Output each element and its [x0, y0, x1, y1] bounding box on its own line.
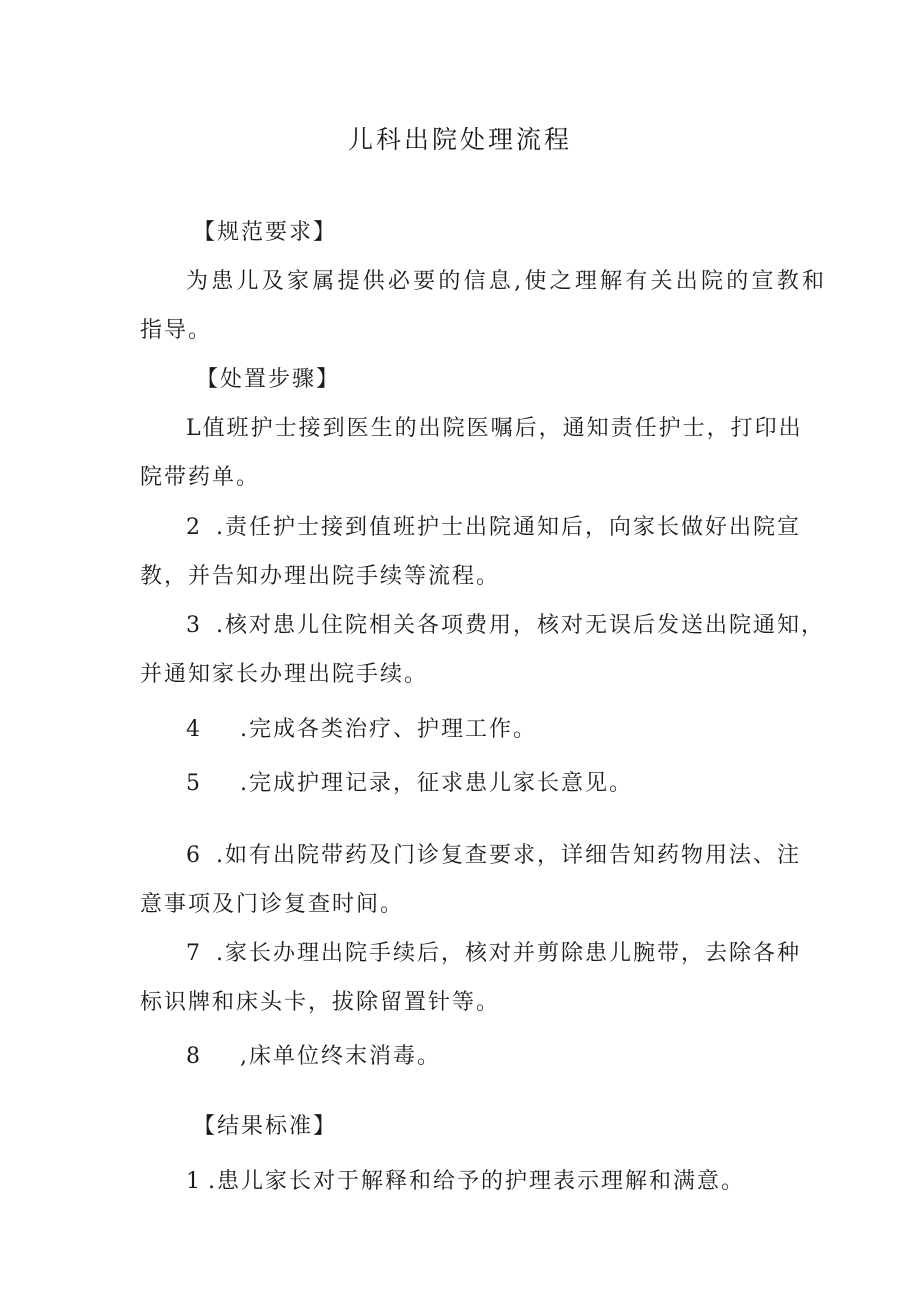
step-3-line-2: 并通知家长办理出院手续。: [140, 662, 429, 687]
step-7-text: .家长办理出院手续后，核对并剪除患儿腕带，去除各种: [216, 941, 801, 966]
step-7-line-1: [186, 940, 801, 968]
result-1-line: [186, 1168, 745, 1196]
step-6-line-1: [186, 842, 801, 870]
requirements-line-1: 为患儿及家属提供必要的信息,使之理解有关出院的宣教和: [186, 269, 826, 294]
step-2-line-1: [186, 514, 801, 542]
step-6-text: .如有出院带药及门诊复查要求，详细告知药物用法、注: [216, 843, 801, 868]
step-8-text: ,床单位终末消毒。: [240, 1044, 441, 1069]
step-8-line: [186, 1043, 441, 1071]
step-7-line-2: 标识牌和床头卡，拔除留置针等。: [140, 990, 501, 1015]
step-3-number: 3: [186, 613, 202, 638]
step-5-number: 5: [186, 771, 202, 796]
step-4-line: [186, 716, 537, 744]
step-7-number: 7: [186, 941, 202, 966]
requirements-heading: 【规范要求】: [193, 220, 338, 245]
step-6-line-2: 意事项及门诊复查时间。: [140, 892, 405, 917]
step-3-line-1: [186, 612, 825, 640]
step-3-text: .核对患儿住院相关各项费用，核对无误后发送出院通知，: [216, 613, 825, 638]
step-5-line: [186, 770, 633, 798]
requirements-line-2: 指导。: [140, 318, 213, 343]
step-5-text: .完成护理记录，征求患儿家长意见。: [240, 771, 633, 796]
step-8-number: 8: [186, 1044, 202, 1069]
result-1-text: .患儿家长对于解释和给予的护理表示理解和满意。: [208, 1169, 745, 1194]
step-4-text: .完成各类治疗、护理工作。: [240, 717, 537, 742]
step-1-line-2: 院带药单。: [140, 465, 261, 490]
step-4-number: 4: [186, 717, 202, 742]
document-title: 儿科出院处理流程: [347, 125, 572, 154]
step-6-number: 6: [186, 843, 202, 868]
steps-heading: 【处置步骤】: [196, 367, 341, 392]
step-2-text: .责任护士接到值班护士出院通知后，向家长做好出院宣: [216, 515, 801, 540]
results-heading: 【结果标准】: [193, 1114, 338, 1139]
step-2-number: 2: [186, 515, 202, 540]
step-1-line-1: L值班护士接到医生的出院医嘱后，通知责任护士，打印出: [186, 416, 803, 441]
result-1-number: 1: [186, 1169, 202, 1194]
step-2-line-2: 教，并告知办理出院手续等流程。: [140, 564, 501, 589]
